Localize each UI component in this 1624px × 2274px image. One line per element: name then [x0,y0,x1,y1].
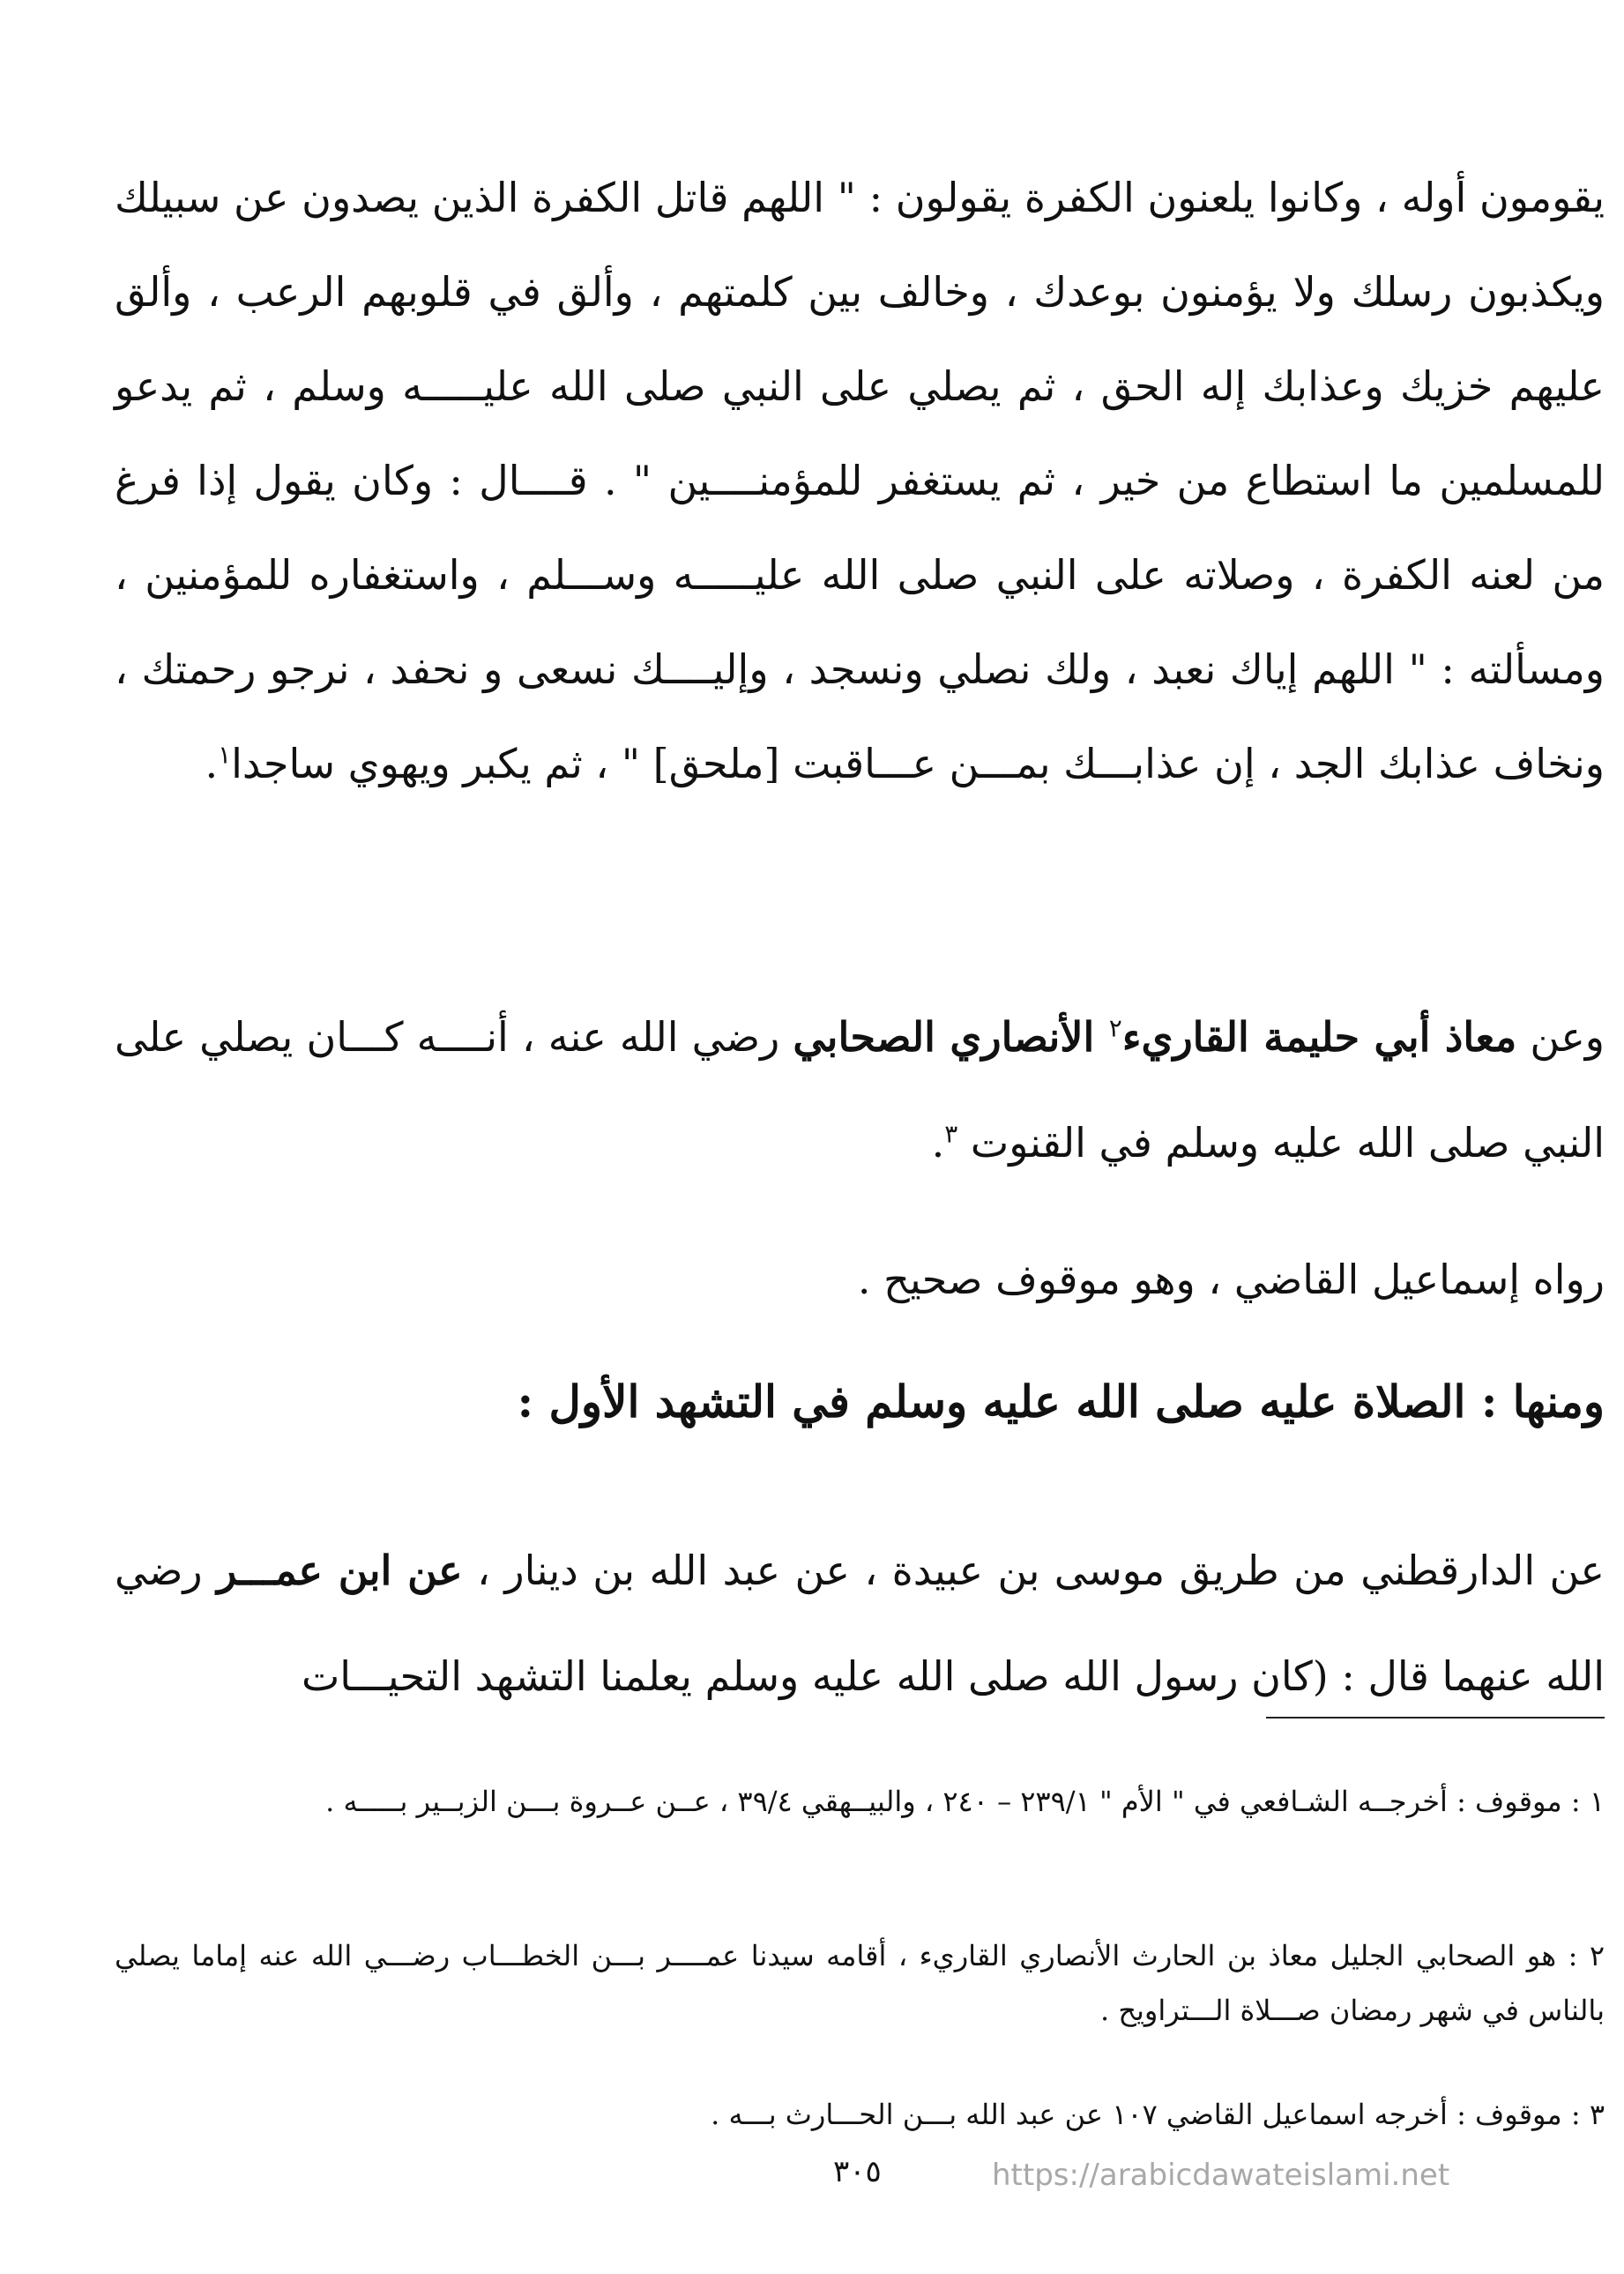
muadh-pre: وعن [1516,1013,1605,1061]
footnote-ref-3: ٣ [944,1119,958,1149]
muadh-nisba-bold: الأنصاري الصحابي [793,1013,1109,1061]
section-heading: ومنها : الصلاة عليه صلى الله عليه وسلم في التشهد الأول : [517,1376,1605,1428]
page-number: ٣٠٥ [833,2154,882,2189]
paragraph-muadh: وعن معاذ أبي حليمة القاريء$^٢$ الأنصاري الصحابي رضي الله عنه ، أنــــه كـــان يصلي على النبي صلى الله عليه وسلم في القنوت $^٣$. [115,1013,1605,1167]
paragraph-daraqutni [115,1517,1605,1729]
footnote-2: ٢ : هو الصحابي الجليل معاذ بن الحارث الأنصاري القاريء ، أقامه سيدنا عمــــر بـــن الخطـــاب رضـــي الله عنه إماما يصلي بالناس في شهر رمضان صـــلاة الـــتراويح . [115,1939,1605,2027]
footnote-divider [1266,1717,1605,1719]
paragraph-rawahu: رواه إسماعيل القاضي ، وهو موقوف صحيح . [857,1256,1605,1303]
footnote-ref-2: ٢ [1108,1013,1122,1043]
paragraph-main-text: يقومون أوله ، وكانوا يلعنون الكفرة يقولون : " اللهم قاتل الكفرة الذين يصدون عن سبيلك ويكذبون رسلك ولا يؤمنون بوعدك ، وخالف بين كلمتهم ، وألق في قلوبهم الرعب ، وألق عليهم خزيك وعذابك إله الحق ، ثم يصلي على النبي صلى الله عليـــــه وسلم ، ثم يدعو للمسلمين ما استطاع من خير ، ثم يستغفر للمؤمنــــين " . قــــال : وكان يقول إذا فرغ من لعنه الكفرة ، وصلاته على النبي صلى الله عليـــــه وســـلم ، واستغفاره للمؤمنين ، ومسألته : " اللهم إياك نعبد ، ولك نصلي ونسجد ، وإليــــك نسعى و نحفد ، نرجو رحمتك ، ونخاف عذابك الجد ، إن عذابـــك بمـــن عـــاقبت [ملحق] " ، ثم يكبر ويهوي ساجدا [115,174,1605,787]
watermark-url: https://arabicdawateislami.net [992,2158,1450,2193]
ibn-umar-bold: عن ابن عمـــر [217,1547,463,1594]
muadh-post: رضي الله عنه ، أنــــه كـــان يصلي على النبي صلى الله عليه وسلم في القنوت [115,1013,1605,1167]
footnote-1: ١ : موقوف : أخرجــه الشـافعي في " الأم " ٢٣٩/١ – ٢٤٠ ، والبيــهقي ٣٩/٤ ، عــن عــروة بـــن الزبــير بـــــه . [325,1785,1605,1818]
footnote-ref-1: ١ [218,740,232,770]
footnote-3: ٣ : موقوف : أخرجه اسماعيل القاضي ١٠٧ عن عبد الله بـــن الحـــارث بـــه . [711,2098,1605,2131]
daraqutni-post: رضي الله عنهما قال : (كان رسول الله صلى الله عليه وسلم يعلمنا التشهد التحيـــات [115,1547,1605,1700]
paragraph-main: يقومون أوله ، وكانوا يلعنون الكفرة يقولون : " اللهم قاتل الكفرة الذين يصدون عن سبيلك ويكذبون رسلك ولا يؤمنون بوعدك ، وخالف بين كلمتهم ، وألق في قلوبهم الرعب ، وألق عليهم خزيك وعذابك إله الحق ، ثم يصلي على النبي صلى الله عليـــــه وسلم ، ثم يدعو للمسلمين ما استطاع من خير ، ثم يستغفر للمؤمنــــين " . قــــال : وكان يقول إذا فرغ من لعنه الكفرة ، وصلاته على النبي صلى الله عليـــــه وســـلم ، واستغفاره للمؤمنين ، ومسألته : " اللهم إياك نعبد ، ولك نصلي ونسجد ، وإليــــك نسعى و نحفد ، نرجو رحمتك ، ونخاف عذابك الجد ، إن عذابـــك بمـــن عـــاقبت [ملحق] " ، ثم يكبر ويهوي ساجدا$^١$. [115,174,1605,787]
muadh-name-bold: معاذ أبي حليمة القاريء [1121,1013,1517,1061]
daraqutni-pre: عن الدارقطني من طريق موسى بن عبيدة ، عن عبد الله بن دينار ، [462,1547,1605,1594]
